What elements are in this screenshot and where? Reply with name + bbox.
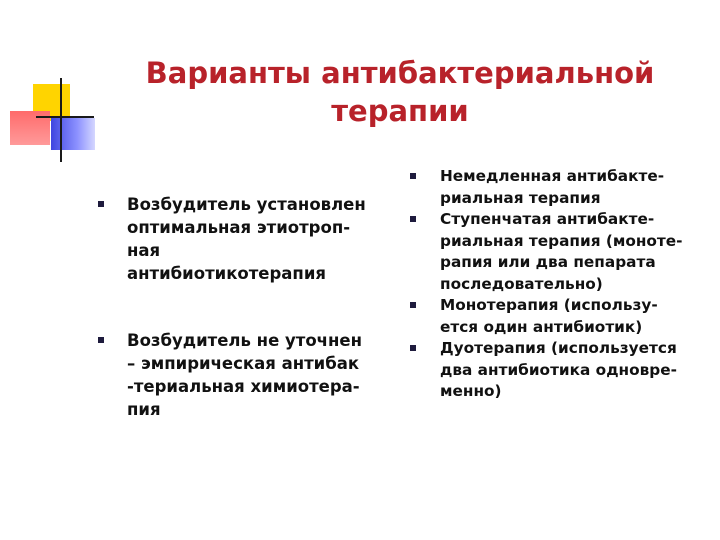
logo-horizontal-line [36, 116, 94, 118]
slide-title-line-2: терапии [331, 94, 469, 128]
left-list-item-text: Возбудитель не уточнен – эмпирическая антибак -териальная химиотера- пия [127, 331, 362, 419]
slide-title [120, 54, 680, 130]
square-bullet-icon [98, 337, 104, 343]
square-bullet-icon [410, 302, 416, 308]
right-list-item-text: Монотерапия (использу- ется один антибиотик) [440, 296, 658, 336]
square-bullet-icon [410, 173, 416, 179]
slide-title-line-1: Варианты антибактериальной [145, 56, 655, 90]
square-bullet-icon [410, 216, 416, 222]
square-bullet-icon [410, 345, 416, 351]
logo-blue-square [51, 118, 95, 150]
right-list-item-text: Дуотерапия (используется два антибиотика одновре- менно) [440, 339, 677, 400]
left-bullet-list [98, 193, 398, 421]
square-bullet-icon [98, 201, 104, 207]
right-list-item [400, 295, 705, 338]
right-bullet-list [400, 166, 705, 403]
right-list-item [400, 338, 705, 403]
right-list-item [400, 209, 705, 295]
left-list-item [98, 329, 398, 421]
decorative-logo [0, 0, 110, 170]
right-list-item [400, 166, 705, 209]
left-list-item [98, 193, 398, 285]
left-list-item-text: Возбудитель установлен оптимальная этиотроп- ная антибиотикотерапия [127, 195, 366, 283]
right-list-item-text: Ступенчатая антибакте- риальная терапия (моноте- рапия или два пепарата последовательно) [440, 210, 683, 293]
right-list-item-text: Немедленная антибакте- риальная терапия [440, 167, 665, 207]
logo-vertical-line [60, 78, 62, 162]
